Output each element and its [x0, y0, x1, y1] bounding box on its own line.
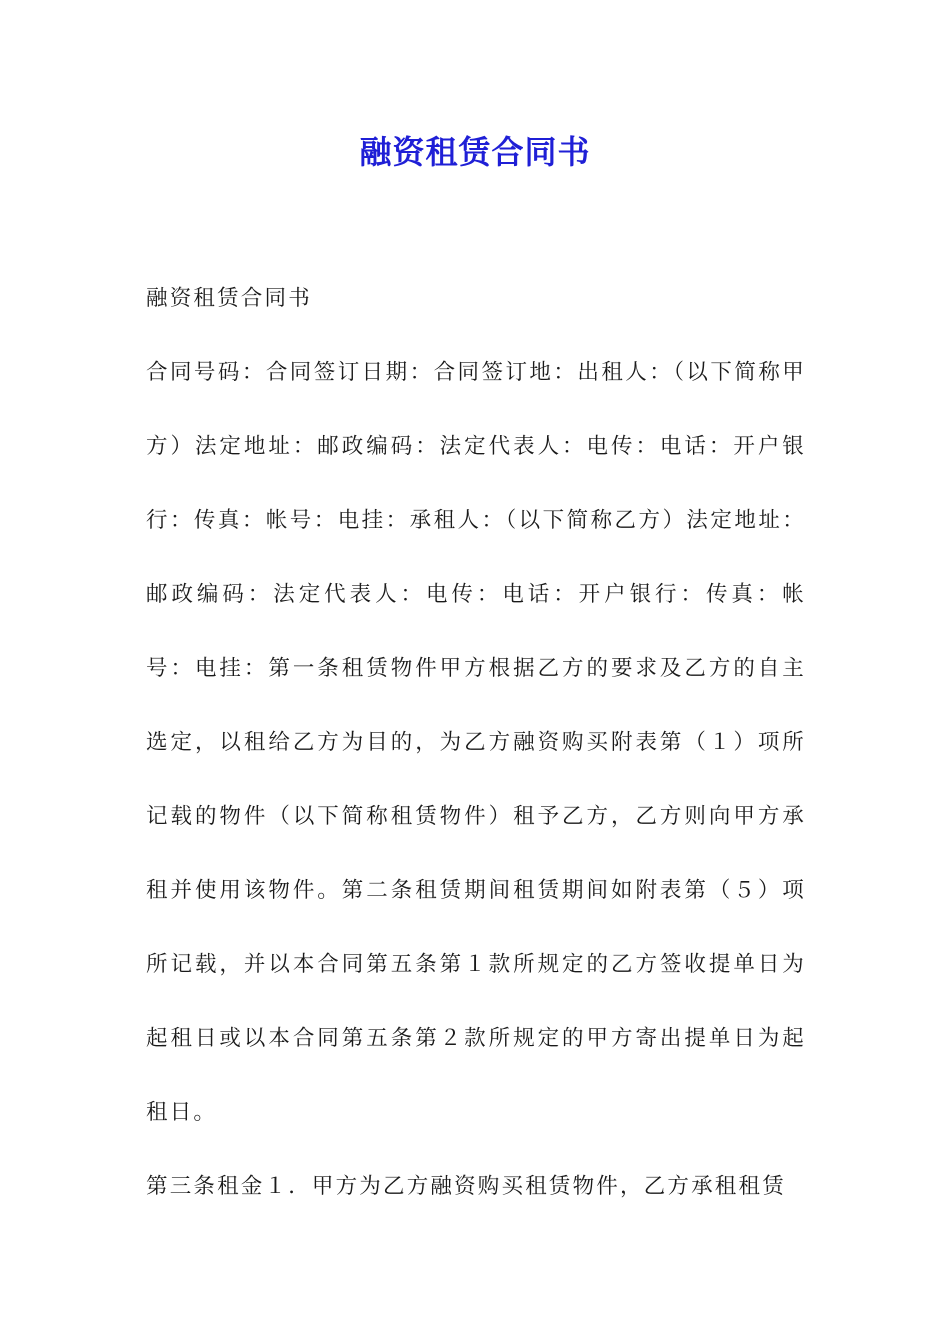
document-title: 融资租赁合同书 — [359, 133, 591, 171]
paragraph-subtitle: 融资租赁合同书 — [146, 286, 312, 311]
paragraph-rent: 第三条租金１．甲方为乙方融资购买租赁物件，乙方承租租赁 — [146, 1174, 786, 1199]
paragraph-contract-terms: 合同号码：合同签订日期：合同签订地：出租人：（以下简称甲方）法定地址：邮政编码：法定代表人：电传：电话：开户银行：传真：帐号：电挂：承租人：（以下简称乙方）法定地址：邮政编码：法定代表人：电传：电话：开户银行：传真：帐号：电挂：第一条租赁物件甲方根据乙方的要求及乙方的自主选定，以租给乙方为目的，为乙方融资购买附表第（１）项所记载的物件（以下简称租赁物件）租予乙方，乙方则向甲方承租并使用该物件。第二条租赁期间租赁期间如附表第（５）项所记载，并以本合同第五条第１款所规定的乙方签收提单日为起租日或以本合同第五条第２款所规定的甲方寄出提单日为起租日。 — [146, 360, 806, 1125]
document-body — [146, 262, 806, 1224]
